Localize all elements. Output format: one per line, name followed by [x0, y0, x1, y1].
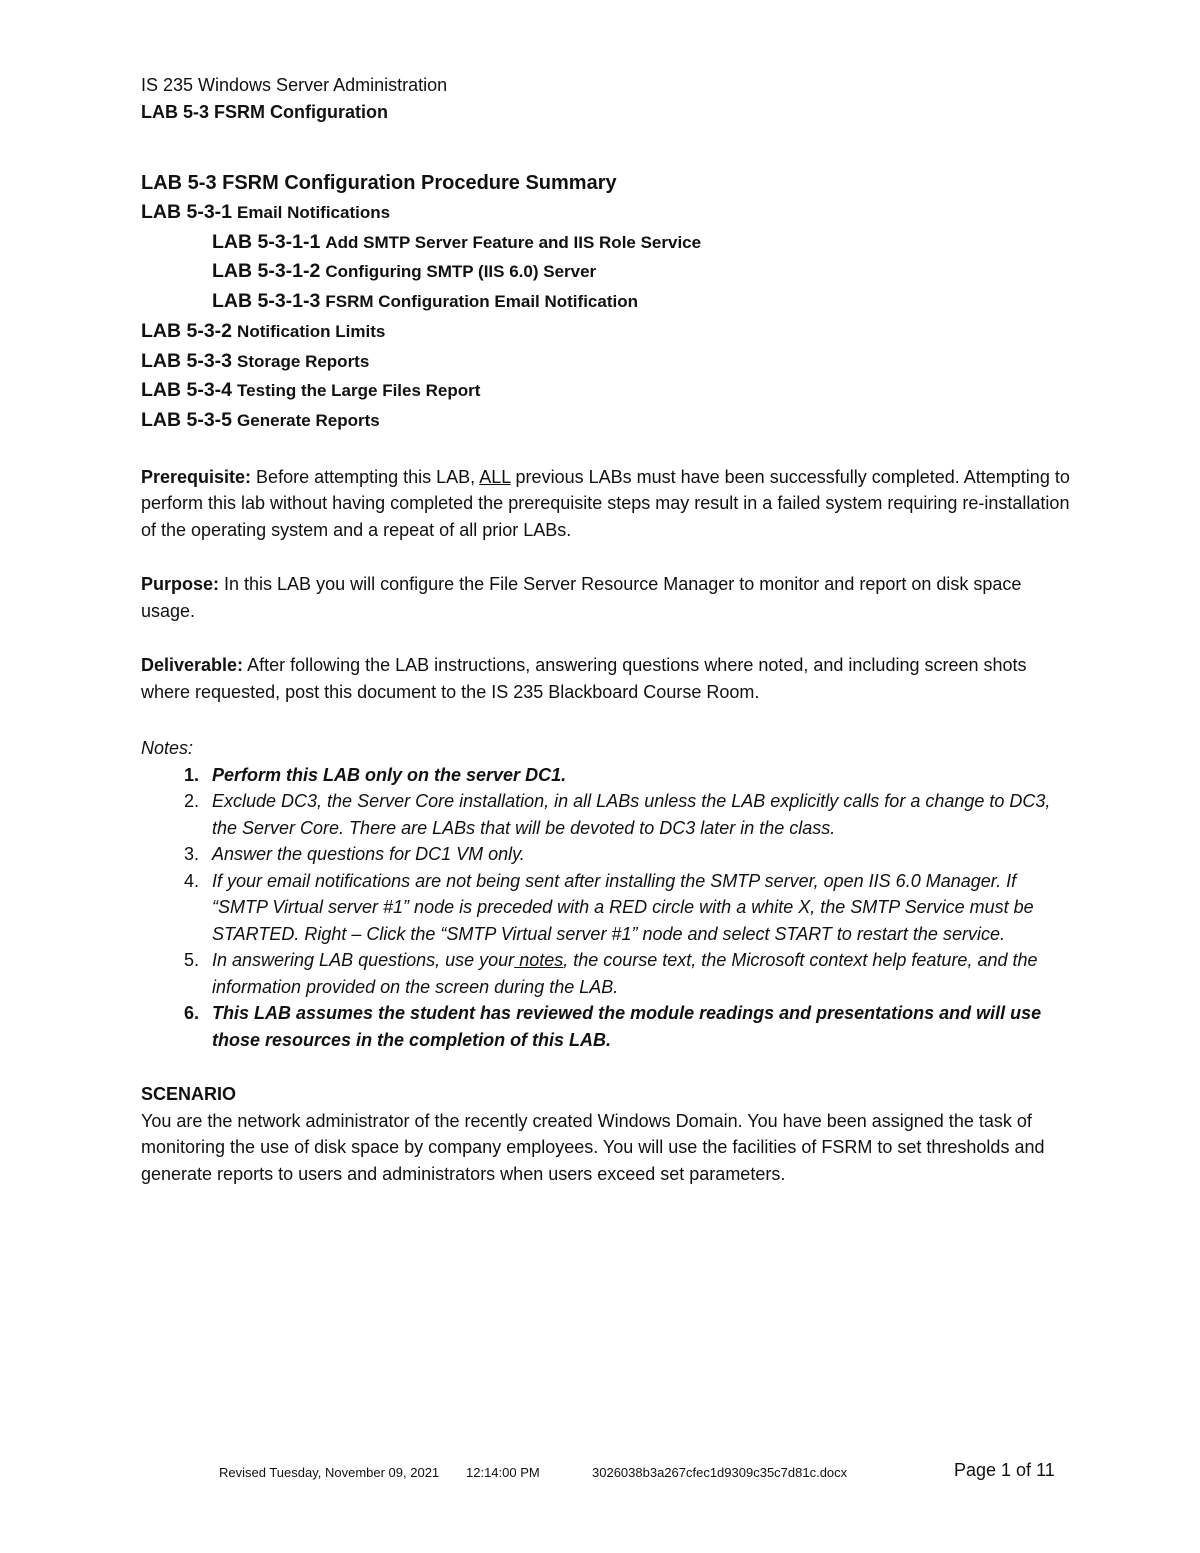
deliverable-lead: Deliverable: [141, 655, 244, 676]
toc-item [141, 317, 1071, 347]
toc-item [141, 347, 1071, 377]
note-text: Answer the questions for DC1 VM only. [212, 844, 525, 865]
toc-label: Generate Reports [237, 410, 380, 430]
toc-label: FSRM Configuration Email Notification [325, 292, 638, 312]
note-text: If your email notifications are not being sent after installing the SMTP server, open IIS 6.0 Manager. If “SMTP Virtual server #1” node is preceded with a RED circle with a white X, the SMTP Service must be STARTED. Right – Click the “SMTP Virtual server #1” node and select START to restart the service. [212, 870, 1034, 944]
scenario-title: SCENARIO [141, 1084, 237, 1105]
toc-code: LAB 5-3-1-2 [212, 260, 321, 283]
note-text-after: , the course text, the Microsoft context help feature, and the information provided on the screen during the LAB. [212, 950, 1038, 997]
note-item [141, 1000, 1071, 1053]
toc-item [141, 198, 1071, 228]
summary-title: LAB 5-3 FSRM Configuration Procedure Summary [141, 172, 617, 194]
purpose-paragraph [141, 571, 1071, 624]
deliverable-text: After following the LAB instructions, answering questions where noted, and including screen shots where requested, post this document to the IS 235 Blackboard Course Room. [141, 655, 1027, 702]
note-text: Exclude DC3, the Server Core installation, in all LABs unless the LAB explicitly calls for a change to DC3, the Server Core. There are LABs that will be devoted to DC3 later in the class. [212, 791, 1051, 838]
file-name: 3026038b3a267cfec1d9309c35c7d81c.docx [592, 1465, 848, 1480]
document-body [141, 168, 1071, 1187]
toc-code: LAB 5-3-5 [141, 408, 233, 431]
notes-section [141, 735, 1071, 1053]
toc-item [141, 406, 1071, 436]
scenario-text: You are the network administrator of the recently created Windows Domain. You have been assigned the task of monitoring the use of disk space by company employees. You will use the facilities of FSRM to set thresholds and generate reports to users and administrators when users exceed set parameters. [141, 1110, 1045, 1184]
toc-label: Configuring SMTP (IIS 6.0) Server [325, 262, 597, 282]
scenario-section [141, 1081, 1071, 1187]
note-number: 2. [184, 791, 200, 812]
toc-label: Email Notifications [237, 203, 391, 222]
note-emphasis: notes [514, 950, 564, 971]
notes-list [141, 762, 1071, 1054]
notes-title: Notes: [141, 738, 194, 759]
page-number: Page 1 of 11 [954, 1460, 1055, 1480]
note-number: 6. [184, 1003, 200, 1024]
toc-item [141, 228, 1071, 258]
note-number: 1. [184, 764, 200, 785]
toc-code: LAB 5-3-1 [141, 201, 233, 223]
course-title: IS 235 Windows Server Administration [141, 75, 448, 95]
prerequisite-lead: Prerequisite: [141, 466, 252, 487]
note-number: 3. [184, 844, 200, 865]
note-item [141, 947, 1071, 1000]
revised-date: Revised Tuesday, November 09, 2021 [219, 1465, 440, 1480]
prerequisite-paragraph [141, 464, 1071, 544]
toc-label: Testing the Large Files Report [237, 381, 481, 401]
note-number: 4. [184, 870, 200, 891]
purpose-text: In this LAB you will configure the File Server Resource Manager to monitor and report on disk space usage. [141, 574, 1022, 621]
note-item [141, 762, 1071, 789]
deliverable-paragraph [141, 652, 1071, 705]
lab-title: LAB 5-3 FSRM Configuration [141, 102, 388, 122]
prerequisite-text-after: previous LABs must have been successfully completed. Attempting to perform this lab without having completed the prerequisite steps may result in a failed system requiring re-installation of the operating system and a repeat of all prior LABs. [141, 466, 1070, 540]
prerequisite-emphasis: ALL [479, 466, 511, 487]
note-item [141, 788, 1071, 841]
toc-label: Add SMTP Server Feature and IIS Role Service [325, 232, 702, 252]
toc-item [141, 287, 1071, 317]
toc-label: Storage Reports [237, 351, 370, 371]
toc-item [141, 257, 1071, 287]
note-item [141, 868, 1071, 948]
note-number: 5. [184, 950, 200, 971]
note-text: This LAB assumes the student has reviewed the module readings and presentations and will use those resources in the completion of this LAB. [212, 1003, 1042, 1050]
toc-code: LAB 5-3-1-1 [212, 230, 321, 253]
page-header [141, 72, 447, 126]
toc-label: Notification Limits [237, 321, 386, 341]
toc-code: LAB 5-3-2 [141, 319, 233, 342]
procedure-summary [141, 168, 1071, 436]
purpose-lead: Purpose: [141, 574, 220, 595]
toc-item [141, 376, 1071, 406]
prerequisite-text-before: Before attempting this LAB, [251, 466, 480, 487]
toc-code: LAB 5-3-3 [141, 349, 233, 372]
toc-code: LAB 5-3-1-3 [212, 290, 321, 313]
revised-time: 12:14:00 PM [466, 1465, 540, 1480]
note-item [141, 841, 1071, 868]
toc-code: LAB 5-3-4 [141, 379, 233, 402]
page-footer [0, 1460, 1200, 1490]
note-text-before: In answering LAB questions, use your [212, 950, 515, 971]
note-text: Perform this LAB only on the server DC1. [212, 764, 567, 785]
